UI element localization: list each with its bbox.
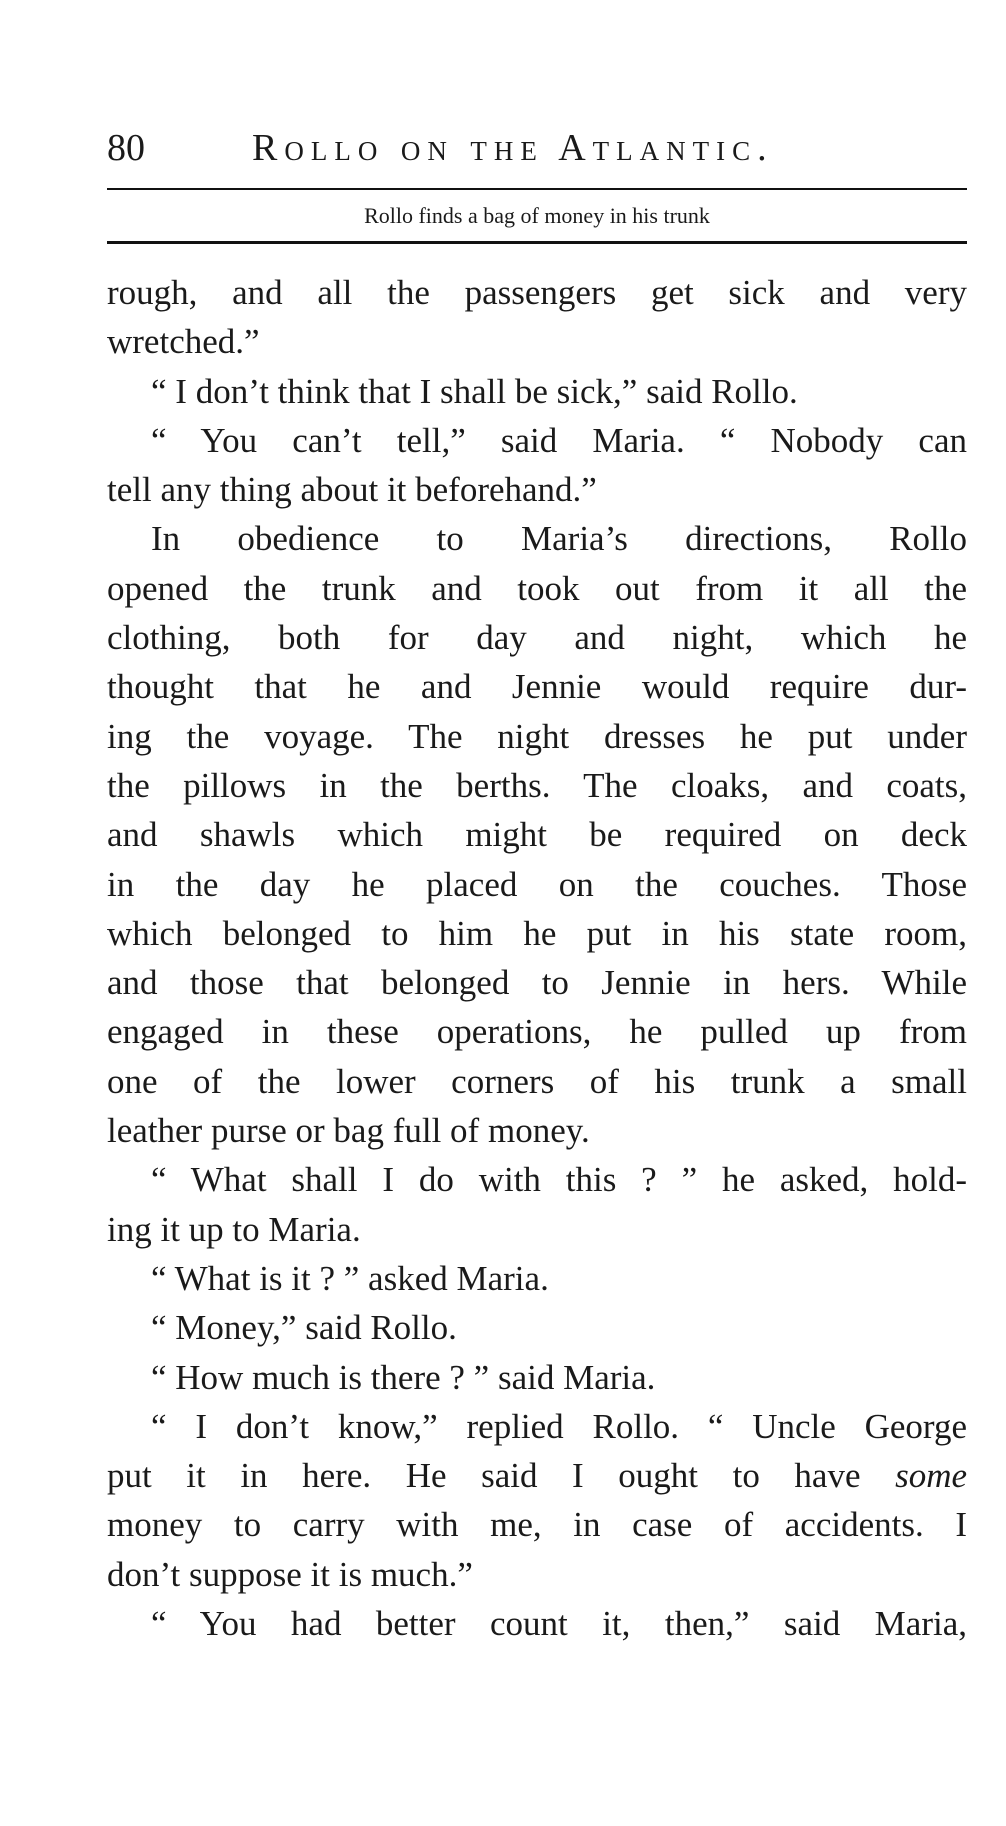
header-rule-top	[107, 188, 967, 190]
text-line: “ I don’t think that I shall be sick,” said Rollo.	[151, 371, 798, 411]
emphasis-text: some	[895, 1456, 967, 1496]
header-rule-bottom	[107, 241, 967, 244]
text-line: thought that he and Jennie would require dur-	[107, 667, 967, 707]
text-line: in the day he placed on the couches. Those	[107, 864, 967, 904]
text-line: “ I don’t know,” replied Rollo. “ Uncle George	[151, 1406, 967, 1446]
text-line: In obedience to Maria’s directions, Rollo	[151, 519, 967, 559]
text-line: one of the lower corners of his trunk a small	[107, 1061, 967, 1101]
text-line: “ What is it ? ” asked Maria.	[151, 1258, 549, 1298]
text-line: tell any thing about it beforehand.”	[107, 470, 597, 510]
text-line: wretched.”	[107, 322, 260, 362]
text-line: “ Money,” said Rollo.	[151, 1308, 457, 1348]
body-text	[107, 268, 967, 1648]
text-line: and shawls which might be required on deck	[107, 815, 967, 855]
page-number: 80	[107, 127, 145, 169]
text-line: “ What shall I do with this ? ” he asked, hold-	[151, 1160, 967, 1200]
text-line: which belonged to him he put in his state room,	[107, 913, 967, 953]
text-line: “ You can’t tell,” said Maria. “ Nobody can	[151, 420, 967, 460]
text-line: ing it up to Maria.	[107, 1209, 361, 1249]
text-fragment: put it in here. He said I ought to have	[107, 1456, 861, 1496]
text-line: rough, and all the passengers get sick and very	[107, 273, 967, 312]
text-line: engaged in these operations, he pulled up from	[107, 1012, 967, 1052]
text-line: “ How much is there ? ” said Maria.	[151, 1357, 656, 1397]
text-line	[107, 1451, 967, 1500]
book-title: Rollo on the Atlantic.	[252, 127, 774, 169]
text-line: leather purse or bag full of money.	[107, 1111, 590, 1151]
text-line: money to carry with me, in case of accidents. I	[107, 1505, 967, 1545]
text-line: opened the trunk and took out from it all the	[107, 568, 967, 608]
running-head	[107, 120, 966, 176]
text-line: ing the voyage. The night dresses he put under	[107, 716, 967, 756]
text-line: don’t suppose it is much.”	[107, 1554, 473, 1594]
text-line: the pillows in the berths. The cloaks, and coats,	[107, 765, 967, 805]
chapter-summary: Rollo finds a bag of money in his trunk	[364, 203, 710, 228]
text-line: and those that belonged to Jennie in hers. While	[107, 963, 967, 1003]
text-line: “ You had better count it, then,” said Maria,	[151, 1604, 967, 1644]
text-line: clothing, both for day and night, which he	[107, 618, 967, 658]
